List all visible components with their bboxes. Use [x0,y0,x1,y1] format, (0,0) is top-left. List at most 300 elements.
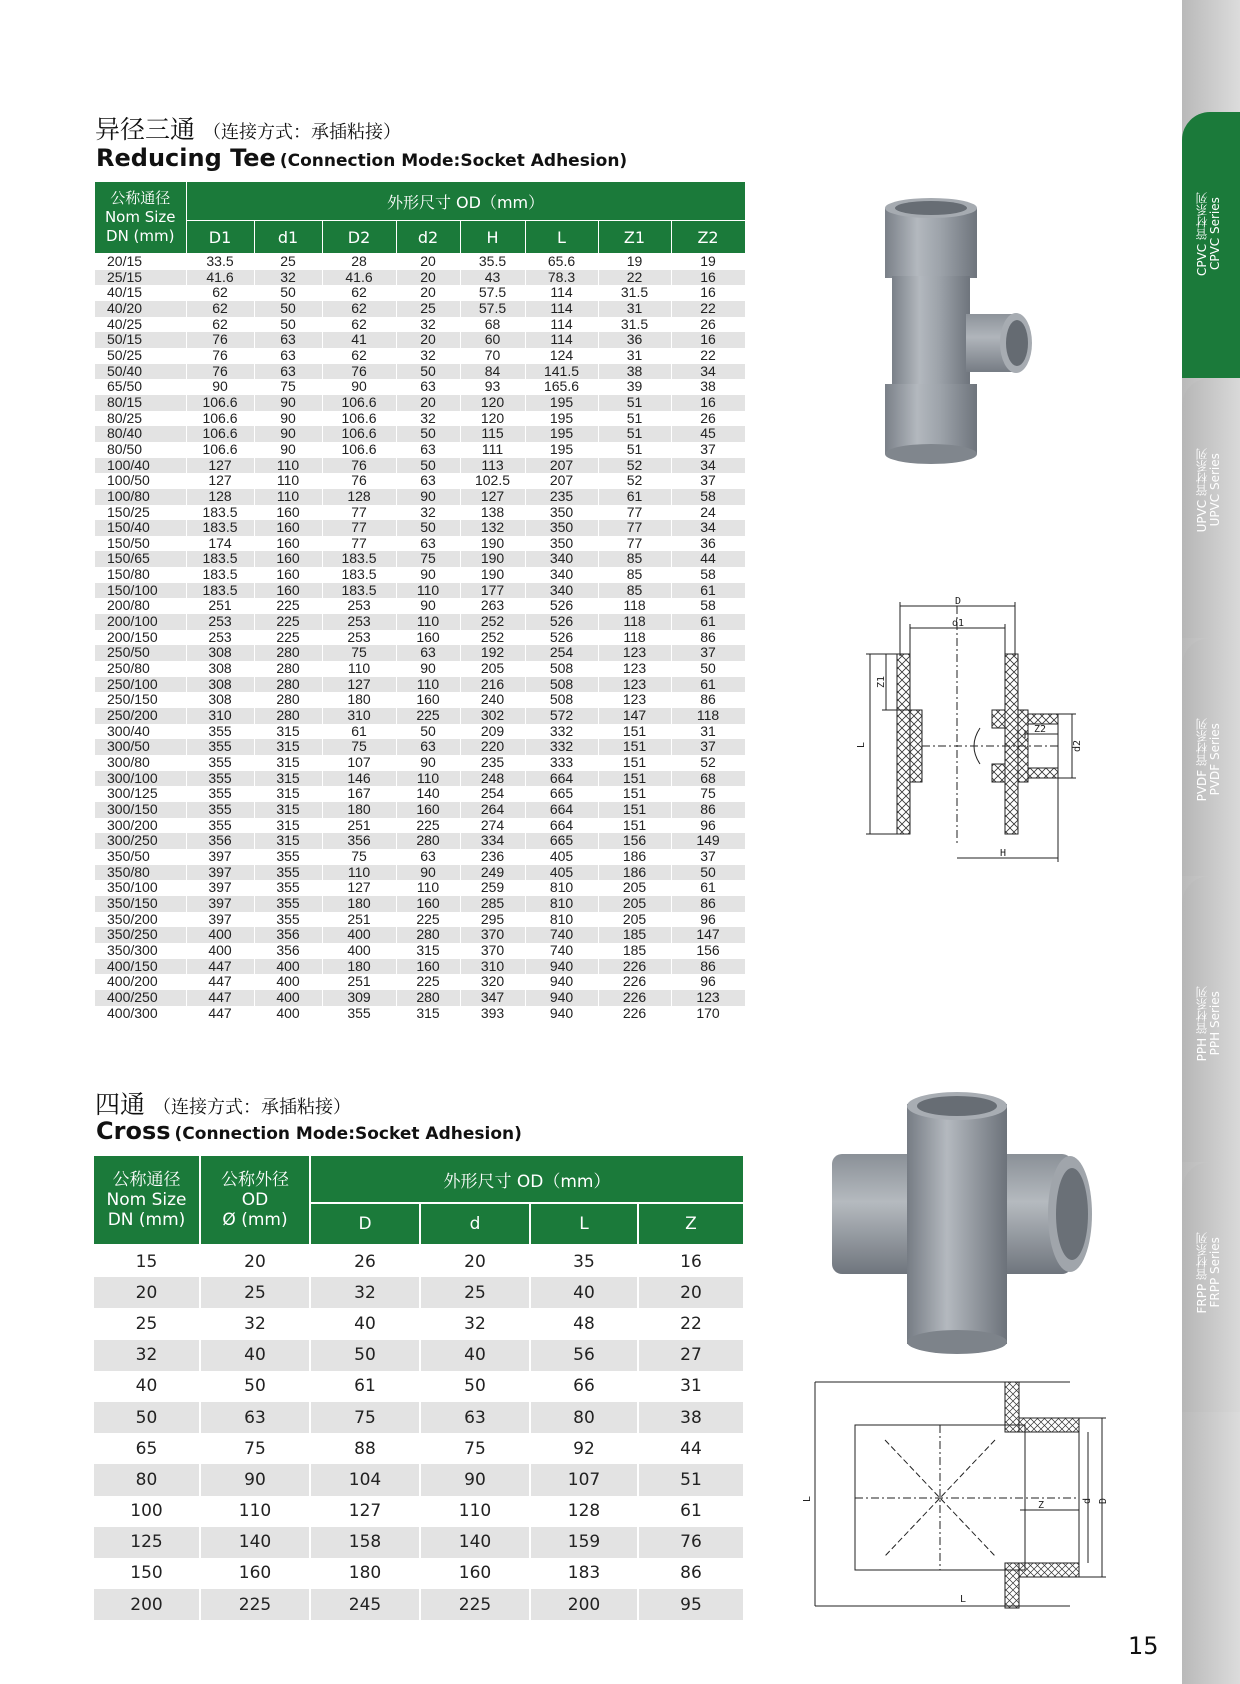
tee-cell: 400 [254,990,322,1006]
tee-cell: 192 [460,645,525,661]
cross-cell: 245 [310,1589,420,1620]
tee-cell: 280 [254,692,322,708]
tee-cell: 355 [254,865,322,881]
tee-cell: 63 [254,364,322,380]
tee-cell: 76 [186,332,254,348]
tee-cell: 180 [322,959,396,975]
tee-cell: 127 [186,458,254,474]
tee-cell: 216 [460,677,525,693]
tee-dim-Z2: Z2 [1034,724,1047,735]
tee-cell: 90 [254,442,322,458]
tee-cell: 90 [396,598,460,614]
tee-cell: 123 [598,692,671,708]
reducing-tee-drawing [850,596,1090,866]
tee-cell: 25 [396,301,460,317]
tee-cell: 106.6 [186,426,254,442]
tee-cell: 24 [671,505,745,521]
cross-cell: 25 [420,1277,530,1308]
tee-cell: 315 [254,802,322,818]
tee-cell: 151 [598,755,671,771]
tee-cell: 300/250 [95,833,186,849]
tee-cell: 86 [671,896,745,912]
tee-cell: 106.6 [186,411,254,427]
tee-cell: 397 [186,912,254,928]
cross-cell: 90 [200,1464,310,1495]
cross-row [94,1433,744,1464]
tee-cell: 110 [254,473,322,489]
tee-row [95,411,745,427]
tee-cell: 355 [254,880,322,896]
tee-row [95,692,745,708]
tee-cell: 508 [525,661,598,677]
tee-header-nom-dn: DN (mm) [106,227,175,245]
tee-cell: 52 [671,755,745,771]
cross-cell: 40 [310,1308,420,1339]
tee-row [95,614,745,630]
tee-cell: 151 [598,739,671,755]
tee-cell: 150/65 [95,551,186,567]
tee-cell: 90 [254,395,322,411]
tee-cell: 226 [598,990,671,1006]
tee-cell: 300/50 [95,739,186,755]
cross-cell: 75 [420,1433,530,1464]
cross-header-od-en: OD [241,1190,269,1210]
tee-cell: 106.6 [322,411,396,427]
tee-cell: 259 [460,880,525,896]
tee-cell: 38 [671,379,745,395]
tee-cell: 160 [254,536,322,552]
tee-cell: 665 [525,833,598,849]
cross-photo [832,1094,1092,1354]
tee-cell: 90 [396,489,460,505]
tee-cell: 151 [598,802,671,818]
tee-row [95,332,745,348]
tee-cell: 225 [254,614,322,630]
cross-cell: 63 [200,1402,310,1433]
tee-cell: 355 [186,739,254,755]
sidebar-tab-cpvc-en: CPVC Series [1208,197,1222,271]
tee-cell: 32 [396,317,460,333]
tee-cell: 150/80 [95,567,186,583]
cross-cell: 61 [638,1496,744,1527]
tee-cell: 20 [396,254,460,270]
tee-cell: 50 [396,458,460,474]
tee-cell: 572 [525,708,598,724]
tee-cell: 40/20 [95,301,186,317]
cross-header-nom-cn: 公称通径 [112,1170,181,1190]
tee-cell: 315 [254,833,322,849]
tee-cell: 86 [671,959,745,975]
tee-cell: 52 [598,458,671,474]
cross-header-nom-dn: DN (mm) [107,1210,186,1230]
tee-cell: 397 [186,880,254,896]
tee-cell: 740 [525,943,598,959]
tee-cell: 76 [322,458,396,474]
tee-col-H: H [460,221,525,254]
tee-cell: 33.5 [186,254,254,270]
tee-dim-L: L [856,741,867,748]
tee-cell: 61 [671,880,745,896]
tee-cell: 251 [322,912,396,928]
cross-cell: 125 [94,1527,200,1558]
tee-cell: 370 [460,927,525,943]
tee-cell: 132 [460,520,525,536]
tee-cell: 77 [322,505,396,521]
cross-dim-L-left: L [802,1495,813,1502]
tee-cell: 34 [671,364,745,380]
tee-cell: 127 [322,880,396,896]
tee-cell: 50/40 [95,364,186,380]
tee-cell: 86 [671,630,745,646]
tee-dim-Z1: Z1 [876,675,887,688]
tee-row [95,285,745,301]
tee-cell: 174 [186,536,254,552]
tee-row [95,974,745,990]
tee-cell: 810 [525,896,598,912]
tee-cell: 340 [525,551,598,567]
tee-cell: 249 [460,865,525,881]
tee-cell: 350/50 [95,849,186,865]
tee-dim-H: H [1000,848,1007,859]
tee-cell: 405 [525,849,598,865]
tee-row [95,927,745,943]
tee-cell: 397 [186,849,254,865]
tee-cell: 332 [525,724,598,740]
sidebar-tab-pph[interactable] [1182,876,1240,1162]
tee-cell: 320 [460,974,525,990]
tee-cell: 31.5 [598,317,671,333]
tee-cell: 200/150 [95,630,186,646]
cross-header-od-cn: 公称外径 [221,1170,289,1190]
tee-cell: 110 [396,583,460,599]
tee-cell: 207 [525,473,598,489]
tee-row [95,990,745,1006]
tee-cell: 85 [598,551,671,567]
tee-title-cn-main: 异径三通 [95,115,196,144]
tee-cell: 85 [598,583,671,599]
tee-cell: 253 [186,630,254,646]
tee-cell: 37 [671,849,745,865]
tee-cell: 68 [671,771,745,787]
tee-cell: 225 [396,818,460,834]
cross-cell: 20 [200,1245,310,1277]
tee-cell: 147 [671,927,745,943]
tee-cell: 118 [598,614,671,630]
tee-cell: 110 [396,614,460,630]
tee-row [95,505,745,521]
tee-cell: 123 [598,645,671,661]
tee-row [95,755,745,771]
tee-cell: 205 [598,896,671,912]
tee-cell: 240 [460,692,525,708]
tee-cell: 160 [254,567,322,583]
tee-cell: 370 [460,943,525,959]
tee-cell: 120 [460,411,525,427]
tee-cell: 75 [671,786,745,802]
sidebar-tab-upvc[interactable] [1182,378,1240,638]
cross-cell: 50 [94,1402,200,1433]
tee-cell: 16 [671,332,745,348]
tee-cell: 111 [460,442,525,458]
tee-row [95,489,745,505]
tee-cell: 114 [525,332,598,348]
tee-cell: 333 [525,755,598,771]
sidebar [1182,0,1240,1684]
tee-cell: 65.6 [525,254,598,270]
tee-cell: 34 [671,458,745,474]
tee-cell: 400/300 [95,1006,186,1022]
tee-cell: 400 [254,959,322,975]
tee-cell: 810 [525,880,598,896]
tee-cell: 405 [525,865,598,881]
cross-cell: 25 [94,1308,200,1339]
cross-table-body [94,1245,744,1620]
tee-cell: 280 [396,927,460,943]
cross-cell: 200 [94,1589,200,1620]
tee-cell: 300/100 [95,771,186,787]
tee-row [95,567,745,583]
tee-cell: 32 [396,411,460,427]
cross-cell: 20 [638,1277,744,1308]
tee-cell: 235 [525,489,598,505]
tee-cell: 253 [322,630,396,646]
tee-cell: 75 [254,379,322,395]
tee-title-en [96,144,627,172]
tee-dim-d2: d2 [1072,739,1083,752]
tee-row [95,630,745,646]
tee-cell: 347 [460,990,525,1006]
tee-cell: 118 [598,598,671,614]
tee-cell: 397 [186,865,254,881]
cross-dim-L-bottom: L [960,1594,967,1605]
cross-cell: 107 [530,1464,638,1495]
tee-cell: 740 [525,927,598,943]
tee-cell: 51 [598,411,671,427]
cross-cell: 40 [530,1277,638,1308]
tee-cell: 44 [671,551,745,567]
sidebar-tab-cpvc[interactable] [1182,112,1240,378]
tee-row [95,818,745,834]
tee-cell: 16 [671,395,745,411]
tee-cell: 26 [671,317,745,333]
tee-cell: 60 [460,332,525,348]
tee-row [95,301,745,317]
tee-cell: 254 [525,645,598,661]
tee-cell: 183.5 [186,505,254,521]
tee-cell: 226 [598,959,671,975]
tee-cell: 400/150 [95,959,186,975]
tee-cell: 150/40 [95,520,186,536]
sidebar-tab-pvdf[interactable] [1182,638,1240,876]
cross-row [94,1245,744,1277]
cross-cell: 128 [530,1496,638,1527]
tee-cell: 183.5 [186,551,254,567]
tee-cell: 315 [254,739,322,755]
tee-cell: 252 [460,630,525,646]
tee-cell: 100/50 [95,473,186,489]
cross-cell: 183 [530,1558,638,1589]
tee-cell: 190 [460,567,525,583]
tee-cell: 32 [396,348,460,364]
tee-cell: 32 [396,505,460,521]
cross-cell: 95 [638,1589,744,1620]
tee-cell: 209 [460,724,525,740]
tee-cell: 106.6 [186,442,254,458]
cross-row [94,1558,744,1589]
cross-cell: 110 [420,1496,530,1527]
cross-cell: 48 [530,1308,638,1339]
cross-title-cn-main: 四通 [95,1090,146,1119]
sidebar-tab-pph-en: PPH Series [1208,991,1222,1056]
tee-cell: 280 [254,677,322,693]
tee-cell: 65/50 [95,379,186,395]
tee-cell: 355 [254,849,322,865]
tee-cell: 40/15 [95,285,186,301]
tee-cell: 118 [598,630,671,646]
tee-cell: 70 [460,348,525,364]
tee-cell: 253 [322,598,396,614]
tee-table-body [95,254,745,1022]
tee-cell: 205 [460,661,525,677]
tee-title-cn-sub: （连接方式：承插粘接） [203,122,402,143]
tee-cell: 356 [322,833,396,849]
tee-cell: 350/250 [95,927,186,943]
cross-cell: 50 [310,1340,420,1371]
tee-dim-d1: d1 [952,618,965,629]
tee-cell: 110 [322,661,396,677]
tee-cell: 151 [598,771,671,787]
tee-row [95,724,745,740]
tee-cell: 940 [525,959,598,975]
tee-cell: 308 [186,677,254,693]
cross-cell: 127 [310,1496,420,1527]
tee-cell: 308 [186,645,254,661]
tee-cell: 190 [460,536,525,552]
tee-cell: 183.5 [322,551,396,567]
tee-cell: 90 [254,411,322,427]
tee-cell: 274 [460,818,525,834]
tee-cell: 128 [322,489,396,505]
tee-cell: 447 [186,990,254,1006]
tee-cell: 90 [396,661,460,677]
tee-cell: 41.6 [322,270,396,286]
sidebar-tab-frpp[interactable] [1182,1162,1240,1412]
tee-cell: 250/200 [95,708,186,724]
tee-cell: 34 [671,520,745,536]
cross-cell: 20 [94,1277,200,1308]
tee-cell: 61 [671,677,745,693]
cross-cell: 32 [420,1308,530,1339]
tee-cell: 37 [671,739,745,755]
cross-cell: 56 [530,1340,638,1371]
tee-cell: 447 [186,1006,254,1022]
tee-cell: 86 [671,692,745,708]
tee-cell: 151 [598,818,671,834]
tee-cell: 340 [525,583,598,599]
tee-cell: 140 [396,786,460,802]
tee-cell: 400 [254,974,322,990]
tee-cell: 160 [254,505,322,521]
tee-cell: 315 [254,771,322,787]
sidebar-tab-upvc-en: UPVC Series [1208,453,1222,527]
tee-cell: 151 [598,786,671,802]
tee-cell: 106.6 [186,395,254,411]
tee-row [95,583,745,599]
tee-row [95,896,745,912]
tee-cell: 226 [598,974,671,990]
tee-cell: 250/80 [95,661,186,677]
tee-cell: 285 [460,896,525,912]
tee-cell: 63 [396,536,460,552]
tee-cell: 225 [254,598,322,614]
tee-dim-D: D [955,596,962,607]
tee-cell: 350/80 [95,865,186,881]
cross-row [94,1464,744,1495]
tee-row [95,786,745,802]
cross-cell: 180 [310,1558,420,1589]
tee-cell: 180 [322,896,396,912]
tee-cell: 50 [396,426,460,442]
cross-cell: 26 [310,1245,420,1277]
cross-cell: 50 [420,1371,530,1402]
tee-cell: 62 [322,285,396,301]
tee-row [95,677,745,693]
tee-cell: 315 [254,724,322,740]
cross-cell: 25 [200,1277,310,1308]
tee-row [95,943,745,959]
tee-cell: 58 [671,598,745,614]
tee-cell: 280 [396,833,460,849]
cross-cell: 160 [420,1558,530,1589]
tee-cell: 355 [186,771,254,787]
tee-cell: 160 [396,692,460,708]
tee-cell: 51 [598,426,671,442]
tee-cell: 350/100 [95,880,186,896]
tee-cell: 170 [671,1006,745,1022]
tee-cell: 315 [254,818,322,834]
tee-row [95,551,745,567]
tee-cell: 280 [254,661,322,677]
tee-cell: 50 [671,661,745,677]
tee-cell: 195 [525,395,598,411]
sidebar-tab-frpp-en: FRPP Series [1208,1237,1222,1308]
tee-cell: 20 [396,285,460,301]
tee-cell: 138 [460,505,525,521]
tee-cell: 302 [460,708,525,724]
cross-cell: 75 [200,1433,310,1464]
tee-cell: 127 [460,489,525,505]
tee-cell: 195 [525,442,598,458]
tee-cell: 664 [525,802,598,818]
tee-cell: 280 [396,990,460,1006]
tee-cell: 248 [460,771,525,787]
tee-cell: 41.6 [186,270,254,286]
tee-cell: 350 [525,536,598,552]
tee-cell: 315 [254,786,322,802]
tee-row [95,959,745,975]
tee-cell: 110 [396,677,460,693]
tee-cell: 85 [598,567,671,583]
cross-cell: 66 [530,1371,638,1402]
tee-cell: 264 [460,802,525,818]
cross-cell: 160 [200,1558,310,1589]
tee-cell: 355 [254,912,322,928]
tee-cell: 250/100 [95,677,186,693]
tee-cell: 940 [525,1006,598,1022]
cross-cell: 40 [94,1371,200,1402]
tee-cell: 156 [671,943,745,959]
tee-cell: 45 [671,426,745,442]
